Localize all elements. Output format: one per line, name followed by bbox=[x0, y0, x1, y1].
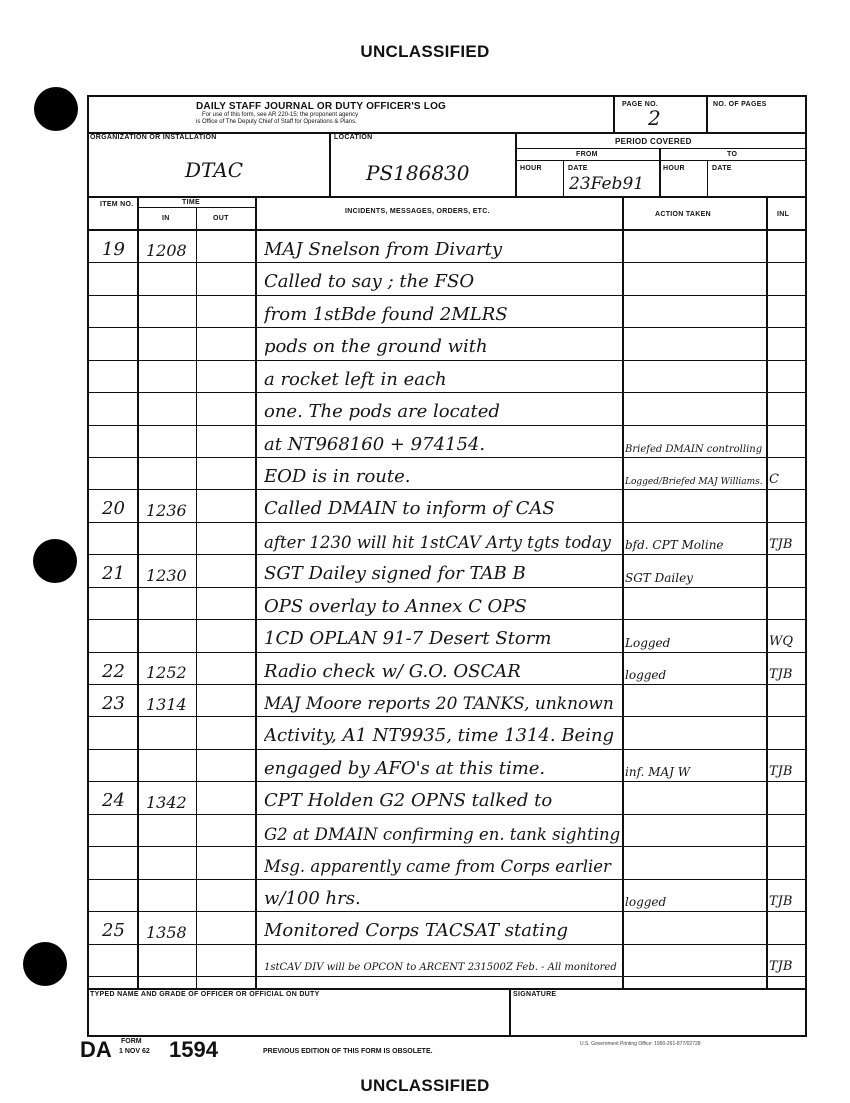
row-divider bbox=[87, 781, 807, 782]
row-action-taken: bfd. CPT Moline bbox=[625, 538, 724, 553]
row-incident-text: one. The pods are located bbox=[264, 401, 500, 423]
row-incident-text: after 1230 will hit 1stCAV Arty tgts today bbox=[264, 532, 611, 552]
row-item-no: 25 bbox=[102, 920, 125, 941]
row-divider bbox=[87, 619, 807, 620]
row-time-in: 1314 bbox=[146, 695, 187, 715]
row-divider bbox=[87, 684, 807, 685]
page-no-label: PAGE NO. bbox=[622, 101, 659, 108]
row-incident-text: SGT Dailey signed for TAB B bbox=[264, 563, 526, 585]
row-incident-text: MAJ Moore reports 20 TANKS, unknown bbox=[264, 694, 614, 715]
binder-hole-top bbox=[34, 87, 78, 131]
form-subtitle-2: is Office of The Deputy Chief of Staff for Operations & Plans. bbox=[196, 119, 357, 125]
organization-label: ORGANIZATION OR INSTALLATION bbox=[90, 134, 217, 141]
out-header: OUT bbox=[213, 215, 229, 222]
row-time-in: 1208 bbox=[146, 241, 187, 261]
row-divider bbox=[87, 295, 807, 296]
row-incident-text: w/100 hrs. bbox=[264, 887, 361, 909]
row-incident-text: a rocket left in each bbox=[264, 368, 447, 390]
row-incident-text: EOD is in route. bbox=[264, 465, 411, 487]
row-item-no: 22 bbox=[102, 660, 125, 682]
row-action-taken: Logged/Briefed MAJ Williams. bbox=[625, 477, 763, 488]
row-incident-text: engaged by AFO's at this time. bbox=[264, 757, 546, 779]
row-incident-text: Called to say ; the FSO bbox=[264, 271, 475, 293]
action-taken-header: ACTION TAKEN bbox=[655, 211, 711, 218]
gpo-note: U.S. Government Printing Office: 1990-261-877/02728 bbox=[580, 1041, 701, 1047]
row-divider bbox=[87, 976, 807, 977]
row-divider bbox=[87, 392, 807, 393]
period-covered-label: PERIOD COVERED bbox=[615, 137, 692, 146]
row-item-no: 20 bbox=[102, 498, 125, 520]
row-initials: WQ bbox=[769, 634, 794, 650]
row-time-in: 1236 bbox=[146, 500, 187, 520]
row-incident-text: G2 at DMAIN confirming en. tank sighting bbox=[264, 824, 620, 844]
to-hour-label: HOUR bbox=[663, 165, 685, 172]
row-divider bbox=[87, 911, 807, 912]
row-incident-text: Monitored Corps TACSAT stating bbox=[264, 920, 569, 941]
form-label: FORM bbox=[121, 1038, 142, 1045]
row-time-in: 1358 bbox=[146, 922, 187, 942]
row-divider bbox=[87, 716, 807, 717]
in-header: IN bbox=[162, 215, 170, 222]
row-incident-text: 1CD OPLAN 91-7 Desert Storm bbox=[264, 628, 552, 650]
row-time-in: 1252 bbox=[146, 663, 187, 682]
form-number: 1594 bbox=[169, 1037, 218, 1062]
row-divider bbox=[87, 846, 807, 847]
row-action-taken: Briefed DMAIN controlling bbox=[625, 443, 763, 455]
row-incident-text: pods on the ground with bbox=[264, 336, 488, 358]
row-incident-text: at NT968160 + 974154. bbox=[264, 433, 486, 455]
row-divider bbox=[87, 944, 807, 945]
row-divider bbox=[87, 425, 807, 426]
row-initials: TJB bbox=[769, 764, 793, 780]
row-incident-text: Activity, A1 NT9935, time 1314. Being bbox=[264, 725, 615, 747]
row-action-taken: inf. MAJ W bbox=[625, 765, 691, 780]
row-incident-text: Called DMAIN to inform of CAS bbox=[264, 498, 555, 520]
row-initials: TJB bbox=[769, 958, 793, 974]
from-label: FROM bbox=[576, 151, 598, 158]
from-date-label: DATE bbox=[568, 165, 588, 172]
row-initials: C bbox=[769, 472, 779, 488]
location-label: LOCATION bbox=[334, 134, 373, 141]
time-header: TIME bbox=[182, 199, 200, 206]
binder-hole-middle bbox=[33, 539, 77, 583]
location-value: PS186830 bbox=[366, 161, 470, 185]
typed-name-label: TYPED NAME AND GRADE OF OFFICER OR OFFICIAL ON DUTY bbox=[90, 991, 320, 998]
row-initials: TJB bbox=[769, 537, 793, 552]
row-divider bbox=[87, 327, 807, 328]
row-divider bbox=[87, 587, 807, 588]
previous-edition-note: PREVIOUS EDITION OF THIS FORM IS OBSOLETE. bbox=[263, 1048, 433, 1055]
row-incident-text: Radio check w/ G.O. OSCAR bbox=[264, 660, 521, 682]
to-label: TO bbox=[727, 151, 738, 158]
bottom-classification: UNCLASSIFIED bbox=[360, 1076, 490, 1095]
incidents-header: INCIDENTS, MESSAGES, ORDERS, ETC. bbox=[345, 208, 490, 215]
row-incident-text: Msg. apparently came from Corps earlier bbox=[264, 857, 611, 876]
row-divider bbox=[87, 554, 807, 555]
item-no-header: ITEM NO. bbox=[100, 201, 134, 208]
from-date-value: 23Feb91 bbox=[569, 174, 645, 194]
row-item-no: 19 bbox=[102, 238, 125, 260]
row-item-no: 23 bbox=[102, 692, 125, 714]
top-classification: UNCLASSIFIED bbox=[360, 42, 490, 61]
row-incident-text: MAJ Snelson from Divarty bbox=[264, 238, 503, 260]
row-divider bbox=[87, 749, 807, 750]
form-title: DAILY STAFF JOURNAL OR DUTY OFFICER'S LOG bbox=[196, 101, 447, 112]
form-date: 1 NOV 62 bbox=[119, 1048, 150, 1055]
row-divider bbox=[87, 652, 807, 653]
to-date-label: DATE bbox=[712, 165, 732, 172]
row-item-no: 21 bbox=[102, 563, 125, 585]
signature-label: SIGNATURE bbox=[513, 991, 557, 998]
binder-hole-bottom bbox=[23, 942, 67, 986]
page-no-value: 2 bbox=[648, 106, 661, 130]
form-da: DA bbox=[80, 1037, 112, 1062]
row-action-taken: logged bbox=[625, 895, 667, 909]
row-incident-text: CPT Holden G2 OPNS talked to bbox=[264, 790, 553, 812]
row-divider bbox=[87, 814, 807, 815]
row-initials: TJB bbox=[769, 666, 793, 682]
row-item-no: 24 bbox=[102, 790, 125, 812]
row-divider bbox=[87, 262, 807, 263]
from-hour-label: HOUR bbox=[520, 165, 542, 172]
row-divider bbox=[87, 360, 807, 361]
row-incident-text: OPS overlay to Annex C OPS bbox=[264, 595, 527, 617]
inl-header: INL bbox=[777, 211, 790, 218]
row-time-in: 1342 bbox=[146, 792, 187, 812]
row-divider bbox=[87, 489, 807, 490]
row-action-taken: Logged bbox=[625, 635, 671, 650]
form-subtitle-1: For use of this form, see AR 220-15; the proponent agency bbox=[202, 112, 359, 118]
organization-value: DTAC bbox=[185, 158, 244, 182]
no-of-pages-label: NO. OF PAGES bbox=[713, 101, 767, 108]
row-divider bbox=[87, 879, 807, 880]
row-time-in: 1230 bbox=[146, 565, 187, 585]
row-incident-text: 1stCAV DIV will be OPCON to ARCENT 231500Z Feb. - All monitored bbox=[264, 962, 617, 974]
row-initials: TJB bbox=[769, 893, 793, 909]
row-incident-text: from 1stBde found 2MLRS bbox=[264, 303, 508, 325]
row-action-taken: SGT Dailey bbox=[625, 570, 693, 585]
row-divider bbox=[87, 522, 807, 523]
row-action-taken: logged bbox=[625, 668, 667, 682]
row-divider bbox=[87, 457, 807, 458]
